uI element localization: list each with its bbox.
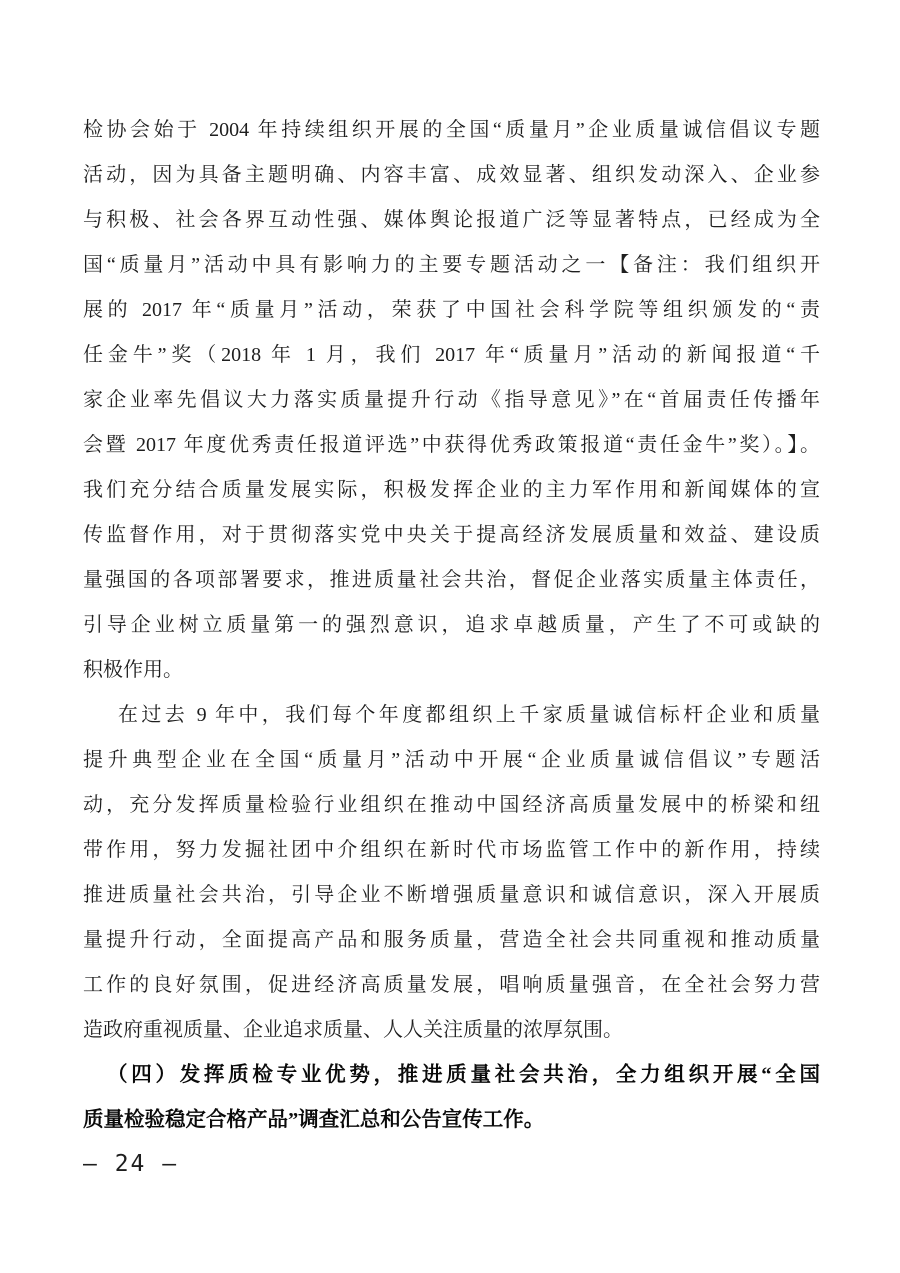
text-line: 活动，因为具备主题明确、内容丰富、成效显著、组织发动深入、企业参: [83, 164, 820, 186]
page-number: – 24 –: [83, 1151, 179, 1177]
document-body: [83, 108, 820, 1143]
paragraph-past-nine-years: [83, 693, 820, 1053]
text-line: 积极作用。: [83, 659, 183, 681]
text-line: 展的 2017 年“质量月”活动，荣获了中国社会科学院等组织颁发的“责: [83, 299, 820, 321]
text-line: 家企业率先倡议大力落实质量提升行动《指导意见》”在“首届责任传播年: [83, 389, 820, 411]
text-line: 会暨 2017 年度优秀责任报道评选”中获得优秀政策报道“责任金牛”奖）。】。: [83, 434, 820, 456]
text-line: 量强国的各项部署要求，推进质量社会共治，督促企业落实质量主体责任，: [83, 569, 820, 591]
heading-section-four: [83, 1053, 820, 1143]
text-line: 推进质量社会共治，引导企业不断增强质量意识和诚信意识，深入开展质: [83, 884, 820, 906]
text-line: 引导企业树立质量第一的强烈意识，追求卓越质量，产生了不可或缺的: [83, 614, 820, 636]
paragraph-quality-month-history: [83, 108, 820, 693]
text-line: 在过去 9 年中，我们每个年度都组织上千家质量诚信标杆企业和质量: [118, 704, 820, 726]
text-line: 量提升行动，全面提高产品和服务质量，营造全社会共同重视和推动质量: [83, 929, 820, 951]
text-line: 带作用，努力发掘社团中介组织在新时代市场监管工作中的新作用，持续: [83, 839, 820, 861]
text-line: 提升典型企业在全国“质量月”活动中开展“企业质量诚信倡议”专题活: [83, 749, 820, 771]
text-line: 任金牛”奖（2018 年 1 月，我们 2017 年“质量月”活动的新闻报道“千: [83, 344, 820, 366]
text-line: （四）发挥质检专业优势，推进质量社会共治，全力组织开展“全国: [107, 1064, 820, 1086]
text-line: 与积极、社会各界互动性强、媒体舆论报道广泛等显著特点，已经成为全: [83, 209, 820, 231]
text-line: 工作的良好氛围，促进经济高质量发展，唱响质量强音，在全社会努力营: [83, 974, 820, 996]
text-line: 我们充分结合质量发展实际，积极发挥企业的主力军作用和新闻媒体的宣: [83, 479, 820, 501]
text-line: 国“质量月”活动中具有影响力的主要专题活动之一【备注：我们组织开: [83, 254, 820, 276]
text-line: 传监督作用，对于贯彻落实党中央关于提高经济发展质量和效益、建设质: [83, 524, 820, 546]
text-line: 质量检验稳定合格产品”调查汇总和公告宣传工作。: [83, 1109, 545, 1131]
text-line: 造政府重视质量、企业追求质量、人人关注质量的浓厚氛围。: [83, 1019, 623, 1041]
text-line: 动，充分发挥质量检验行业组织在推动中国经济高质量发展中的桥梁和纽: [83, 794, 820, 816]
text-line: 检协会始于 2004 年持续组织开展的全国“质量月”企业质量诚信倡议专题: [83, 119, 820, 141]
